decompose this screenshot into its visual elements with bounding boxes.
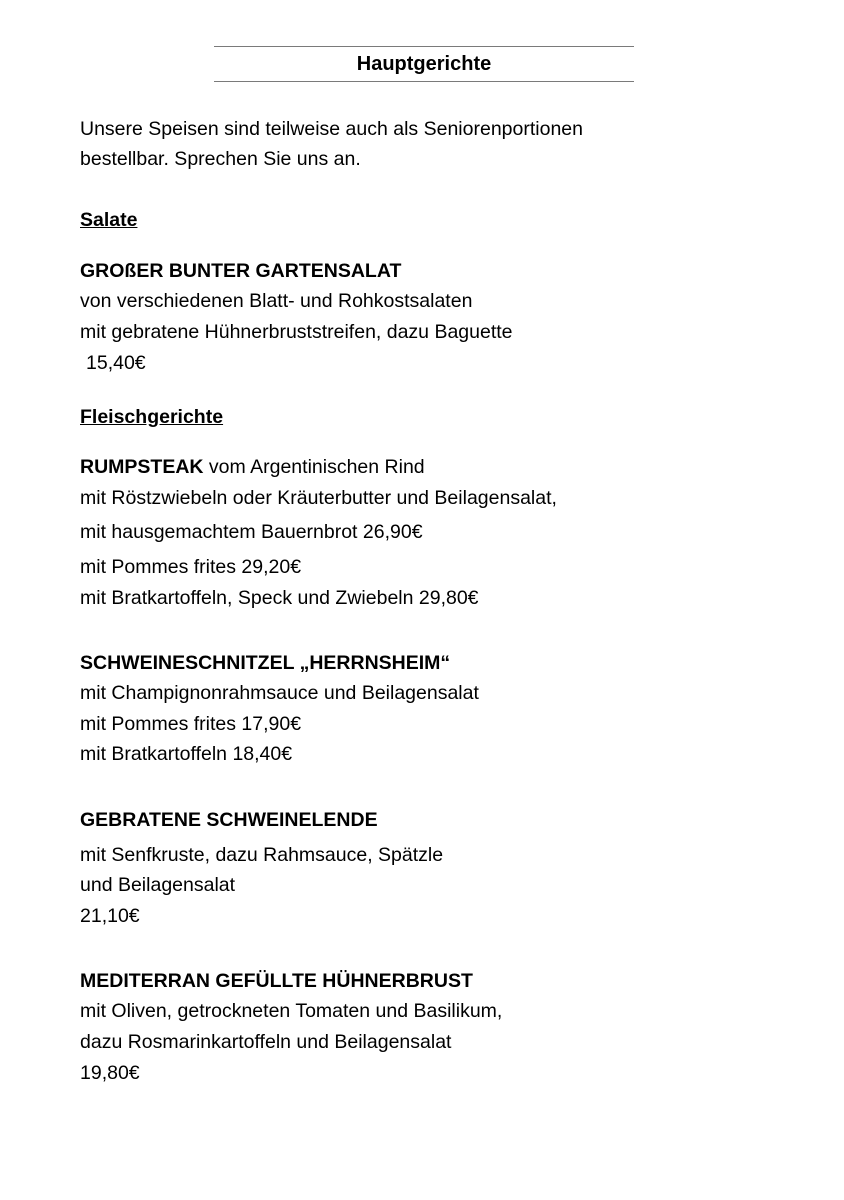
section-heading-salate: Salate [80,209,138,231]
dish-desc-huehnerbrust-2: dazu Rosmarinkartoffeln und Beilagensalat [80,1031,452,1053]
dish-desc-rumpsteak-1: mit Röstzwiebeln oder Kräuterbutter und Beilagensalat, [80,487,557,509]
dish-name-rumpsteak-line [80,455,425,479]
dish-price-schweinelende: 21,10€ [80,905,140,927]
dish-name-rumpsteak: RUMPSTEAK [80,456,204,478]
intro-line-1: Unsere Speisen sind teilweise auch als Seniorenportionen [80,118,583,140]
dish-price-gartensalat: 15,40€ [86,352,146,374]
dish-desc-huehnerbrust-1: mit Oliven, getrockneten Tomaten und Basilikum, [80,1000,503,1022]
dish-desc-schweinelende-1: mit Senfkruste, dazu Rahmsauce, Spätzle [80,844,444,866]
dish-option-rumpsteak-1: mit hausgemachtem Bauernbrot 26,90€ [80,521,423,543]
section-heading-fleischgerichte: Fleischgerichte [80,406,224,428]
page-title: Hauptgerichte [356,53,492,75]
dish-desc-schweinelende-2: und Beilagensalat [80,874,236,896]
dish-option-rumpsteak-3: mit Bratkartoffeln, Speck und Zwiebeln 29,80€ [80,587,479,609]
dish-name-rumpsteak-suffix: vom Argentinischen Rind [203,456,425,478]
page-title-box [214,46,634,82]
dish-name-huehnerbrust: MEDITERRAN GEFÜLLTE HÜHNERBRUST [80,970,473,992]
dish-option-schweineschnitzel-2: mit Bratkartoffeln 18,40€ [80,743,293,765]
dish-price-huehnerbrust: 19,80€ [80,1062,140,1084]
dish-name-gartensalat: GROßER BUNTER GARTENSALAT [80,260,402,282]
dish-name-schweinelende: GEBRATENE SCHWEINELENDE [80,809,378,831]
dish-option-schweineschnitzel-1: mit Pommes frites 17,90€ [80,713,302,735]
dish-option-rumpsteak-2: mit Pommes frites 29,20€ [80,556,302,578]
dish-desc-gartensalat-1: von verschiedenen Blatt- und Rohkostsalaten [80,290,473,312]
dish-desc-schweineschnitzel-1: mit Champignonrahmsauce und Beilagensalat [80,682,479,704]
dish-desc-gartensalat-2: mit gebratene Hühnerbruststreifen, dazu Baguette [80,321,513,343]
dish-name-schweineschnitzel: SCHWEINESCHNITZEL „HERRNSHEIM“ [80,652,451,674]
intro-line-2: bestellbar. Sprechen Sie uns an. [80,148,361,170]
